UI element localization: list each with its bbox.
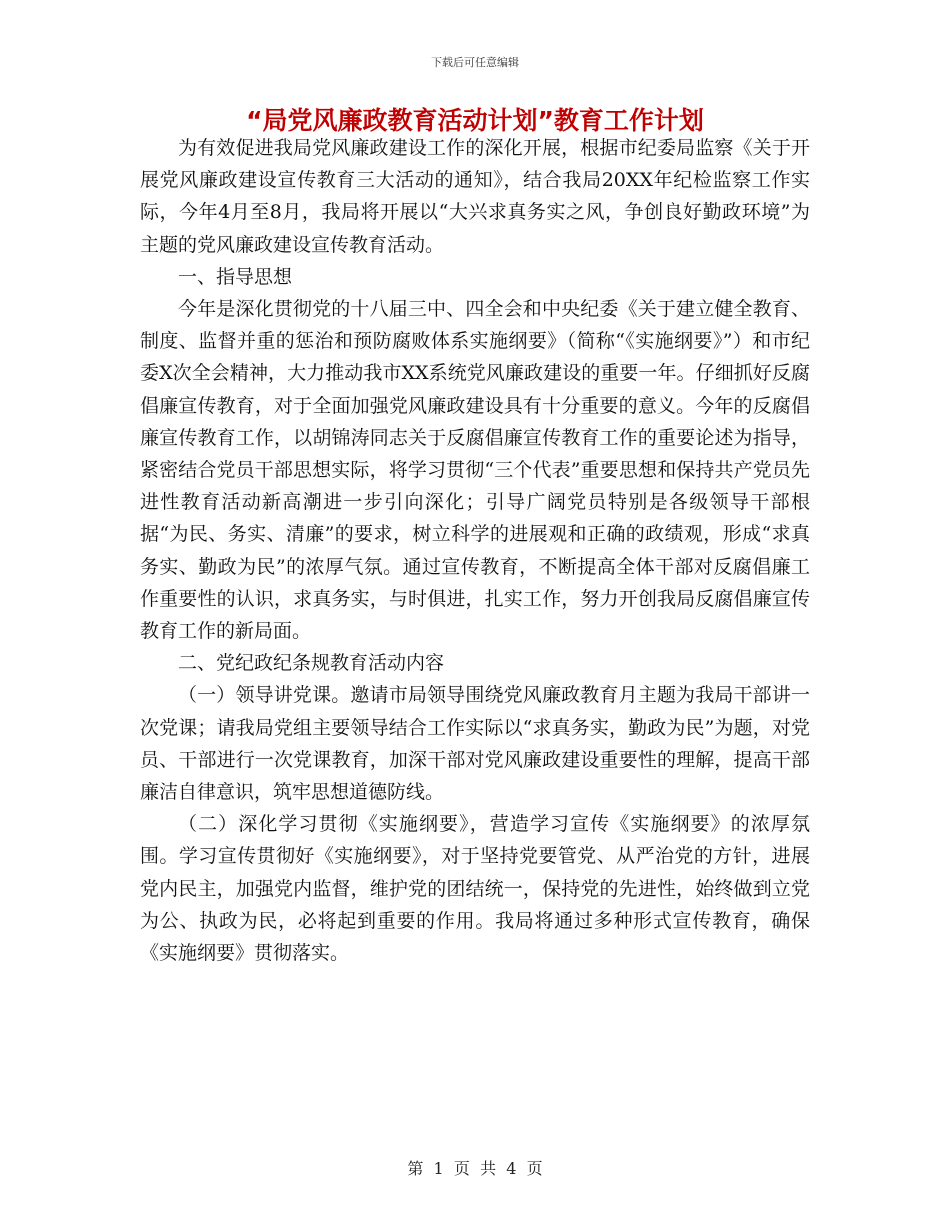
document-title: “局党风廉政教育活动计划”教育工作计划 [246,106,704,135]
section-heading-guiding-thought: 一、指导思想 [178,265,293,288]
header-note: 下载后可任意编辑 [431,56,519,69]
section-heading-activity-content: 二、党纪政纪条规教育活动内容 [178,652,445,675]
page-number-footer: 第 1 页 共 4 页 [407,1159,543,1178]
activity-item-leader-lecture: （一）领导讲党课。邀请市局领导围绕党风廉政教育月主题为我局干部讲一次党课；请我局党组主要领导结合工作实际以“求真务实，勤政为民”为题，对党员、干部进行一次党课教育，加深干部对党风廉政建设重要性的理解，提高干部廉洁自律意识，筑牢思想道德防线。 [140,684,810,804]
intro-paragraph: 为有效促进我局党风廉政建设工作的深化开展，根据市纪委局监察《关于开展党风廉政建设宣传教育三大活动的通知》，结合我局20XX年纪检监察工作实际，今年4月至8月，我局将开展以“大兴求真务实之风，争创良好勤政环境”为主题的党风廉政建设宣传教育活动。 [140,137,810,256]
guiding-thought-paragraph: 今年是深化贯彻党的十八届三中、四全会和中央纪委《关于建立健全教育、制度、监督并重的惩治和预防腐败体系实施纲要》（简称“《实施纲要》”）和市纪委X次全会精神，大力推动我市XX系统党风廉政建设的重要一年。仔细抓好反腐倡廉宣传教育，对于全面加强党风廉政建设具有十分重要的意义。今年的反腐倡廉宣传教育工作，以胡锦涛同志关于反腐倡廉宣传教育工作的重要论述为指导，紧密结合党员干部思想实际，将学习贯彻“三个代表”重要思想和保持共产党员先进性教育活动新高潮进一步引向深化；引导广阔党员特别是各级领导干部根据“为民、务实、清廉”的要求，树立科学的进展观和正确的政绩观，形成“求真务实、勤政为民”的浓厚气氛。通过宣传教育，不断提高全体干部对反腐倡廉工作重要性的认识，求真务实，与时俱进，扎实工作，努力开创我局反腐倡廉宣传教育工作的新局面。 [140,298,810,643]
activity-item-study-outline: （二）深化学习贯彻《实施纲要》，营造学习宣传《实施纲要》的浓厚氛围。学习宣传贯彻好《实施纲要》，对于坚持党要管党、从严治党的方针，进展党内民主，加强党内监督，维护党的团结统一，保持党的先进性，始终做到立党为公、执政为民，必将起到重要的作用。我局将通过多种形式宣传教育，确保《实施纲要》贯彻落实。 [140,813,810,965]
document-body [140,132,810,969]
